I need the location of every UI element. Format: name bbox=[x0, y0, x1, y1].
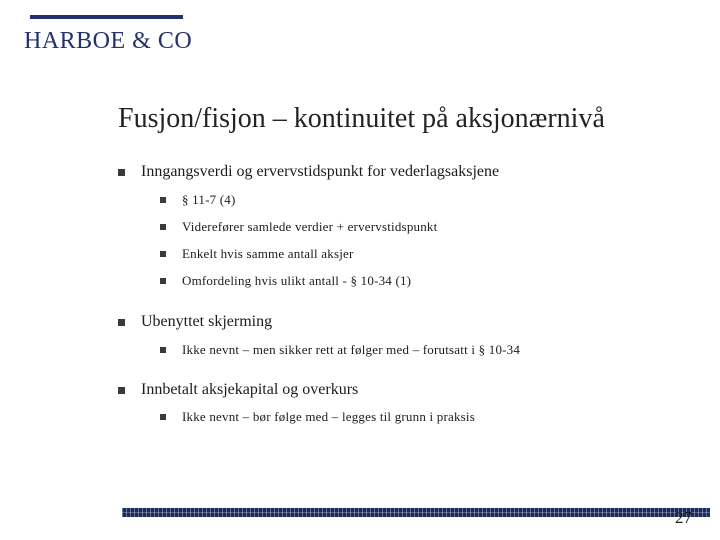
sub-bullet-item bbox=[160, 246, 354, 262]
sub-bullet-text: § 11-7 (4) bbox=[182, 192, 236, 207]
bullet-square-icon bbox=[118, 169, 125, 176]
bullet-item bbox=[118, 381, 358, 399]
sub-bullet-item bbox=[160, 342, 520, 358]
bullet-square-icon bbox=[118, 387, 125, 394]
sub-bullet-square-icon bbox=[160, 197, 166, 203]
sub-bullet-text: Ikke nevnt – bør følge med – legges til grunn i praksis bbox=[182, 409, 475, 424]
sub-bullet-item bbox=[160, 273, 411, 289]
sub-bullet-item bbox=[160, 409, 475, 425]
sub-bullet-text: Omfordeling hvis ulikt antall - § 10-34 (1) bbox=[182, 273, 412, 288]
sub-bullet-item bbox=[160, 219, 437, 235]
bullet-text: Inngangsverdi og ervervstidspunkt for vederlagsaksjene bbox=[141, 163, 500, 180]
sub-bullet-text: Enkelt hvis samme antall aksjer bbox=[182, 246, 354, 261]
bullet-item bbox=[118, 163, 499, 181]
logo-bar bbox=[30, 15, 183, 19]
sub-bullet-text: Viderefører samlede verdier + ervervstidspunkt bbox=[182, 219, 438, 234]
sub-bullet-square-icon bbox=[160, 251, 166, 257]
page-number: 27 bbox=[675, 508, 692, 527]
bullet-square-icon bbox=[118, 319, 125, 326]
sub-bullet-square-icon bbox=[160, 414, 166, 420]
sub-bullet-square-icon bbox=[160, 224, 166, 230]
footer-bar bbox=[122, 508, 710, 517]
bullet-text: Innbetalt aksjekapital og overkurs bbox=[141, 381, 359, 398]
sub-bullet-square-icon bbox=[160, 347, 166, 353]
bullet-item bbox=[118, 313, 272, 331]
slide-title: Fusjon/fisjon – kontinuitet på aksjonærnivå bbox=[118, 103, 605, 134]
sub-bullet-item bbox=[160, 192, 236, 208]
sub-bullet-text: Ikke nevnt – men sikker rett at følger med – forutsatt i § 10-34 bbox=[182, 342, 521, 357]
company-logo: HARBOE & CO bbox=[24, 28, 193, 54]
bullet-text: Ubenyttet skjerming bbox=[141, 313, 273, 330]
sub-bullet-square-icon bbox=[160, 278, 166, 284]
